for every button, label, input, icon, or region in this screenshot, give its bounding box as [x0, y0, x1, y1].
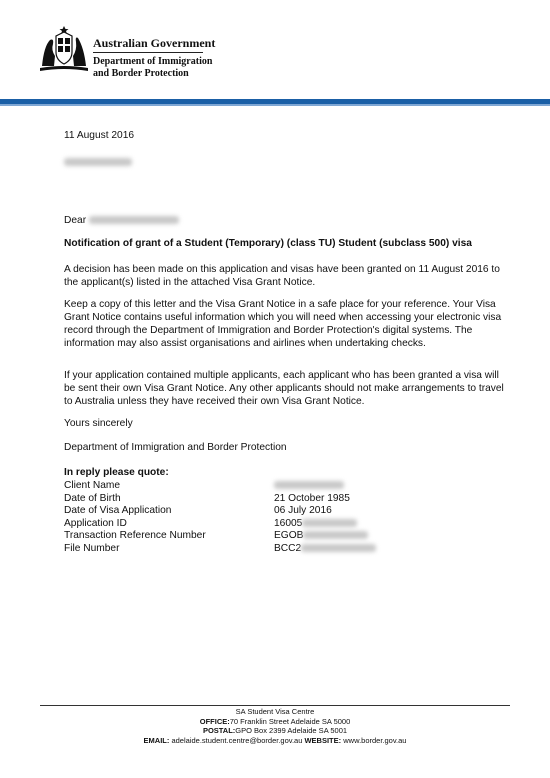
letterhead	[0, 0, 550, 100]
footer	[0, 707, 550, 745]
reference-value: 16005	[274, 518, 376, 531]
redacted-name	[89, 216, 179, 224]
redacted-value	[302, 519, 357, 527]
footer-office: OFFICE:70 Franklin Street Adelaide SA 5000	[199, 716, 351, 726]
reference-value: 06 July 2016	[274, 505, 332, 516]
footer-centre: SA Student Visa Centre	[235, 707, 315, 716]
reference-row	[64, 543, 376, 556]
reference-label: File Number	[64, 542, 120, 554]
paragraph-multiple-applicants: If your application contained multiple applicants, each applicant who has been granted a visa will be sent their own Visa Grant Notice. Any other applicants should not make arrangements to travel to Australia unless they have received their own Visa Grant Notice.	[64, 370, 504, 407]
title-divider	[93, 52, 203, 53]
reference-label: Transaction Reference Number	[64, 530, 206, 541]
reference-label: Application ID	[64, 517, 127, 529]
salutation: Dear	[64, 215, 179, 226]
email-link[interactable]: adelaide.student.centre@border.gov.au	[171, 735, 303, 745]
reference-row	[64, 480, 376, 493]
reference-label: Date of Visa Application	[64, 505, 172, 516]
footer-contact: EMAIL: adelaide.student.centre@border.gov.au WEBSITE: www.border.gov.au	[143, 735, 407, 745]
department-name: Department of Immigration and Border Protection	[93, 56, 213, 79]
footer-postal: POSTAL:GPO Box 2399 Adelaide SA 5001	[202, 726, 348, 736]
redacted-value	[301, 544, 376, 552]
government-title: Australian Government	[93, 36, 216, 50]
reference-value: 21 October 1985	[274, 492, 350, 504]
reference-label: Date of Birth	[64, 492, 121, 504]
letter-subject: Notification of grant of a Student (Temporary) (class TU) Student (subclass 500) visa	[64, 238, 472, 249]
reference-row	[64, 493, 376, 506]
letter-date: 11 August 2016	[64, 130, 135, 141]
header-bar-shadow	[0, 104, 550, 106]
reference-value: EGOB	[274, 530, 376, 543]
reference-heading: In reply please quote:	[64, 467, 169, 478]
reference-value: BCC2	[274, 543, 376, 556]
redacted-value	[303, 531, 368, 539]
reference-label: Client Name	[64, 480, 121, 491]
reference-row	[64, 518, 376, 531]
paragraph-keep-copy: Keep a copy of this letter and the Visa Grant Notice in a safe place for your reference. Your Visa Grant Notice contains useful information which you will need when accessing your electronic visa record through the Department of Immigration and Border Protection's digital systems. The information may also assist organisations and airlines when undertaking checks.	[64, 299, 502, 349]
reference-row	[64, 530, 376, 543]
redacted-address	[64, 158, 132, 166]
closing: Yours sincerely	[64, 418, 133, 429]
reference-value	[274, 480, 376, 493]
website-link[interactable]: www.border.gov.au	[343, 735, 407, 745]
coat-of-arms-icon	[38, 26, 90, 74]
paragraph-decision: A decision has been made on this application and visas have been granted on 11 August 2016 to the applicant(s) listed in the attached Visa Grant Notice.	[64, 264, 500, 288]
redacted-value	[274, 481, 344, 489]
footer-divider	[40, 705, 510, 706]
reference-row	[64, 505, 376, 518]
signatory: Department of Immigration and Border Protection	[64, 442, 287, 453]
reference-table	[64, 480, 376, 555]
